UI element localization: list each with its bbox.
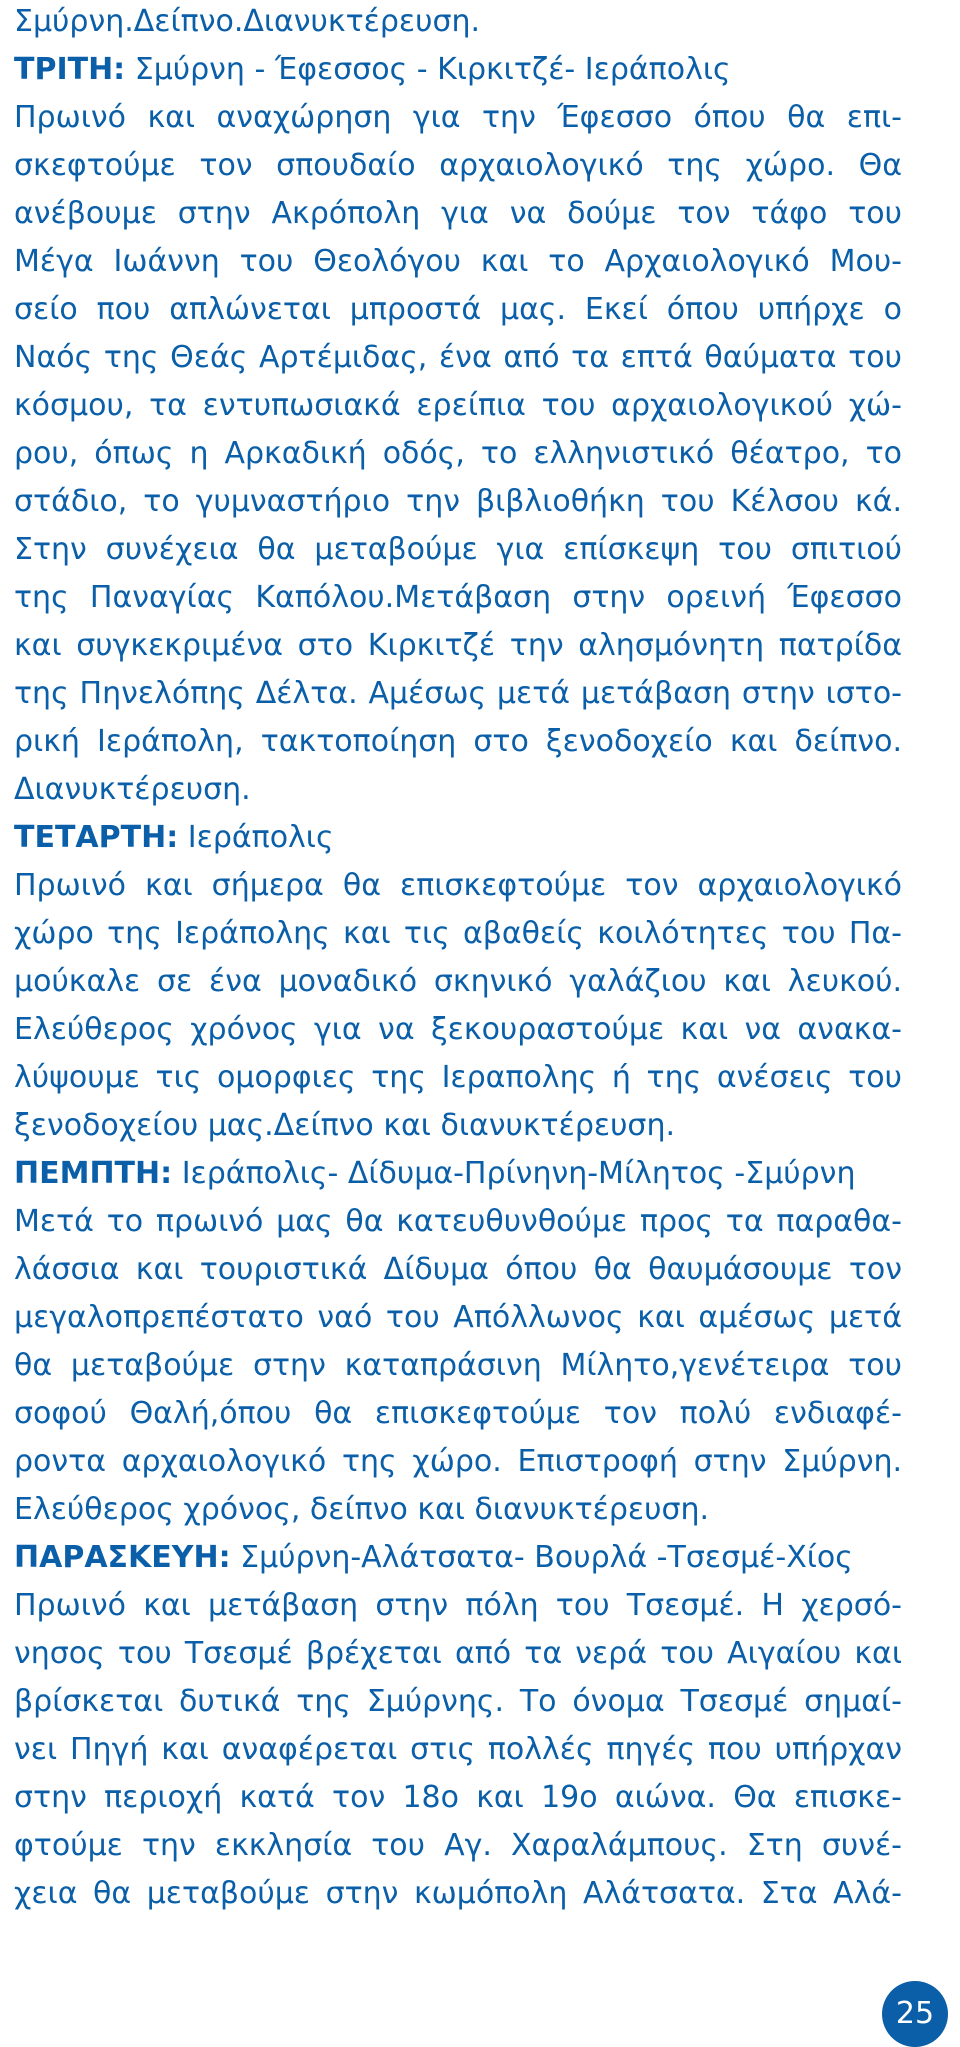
text-line: Ναός της Θεάς Αρτέμιδας, ένα από τα επτά θαύματα του xyxy=(14,340,902,375)
text-line: Σμύρνη.Δείπνο.Διανυκτέρευση. xyxy=(14,4,481,39)
text-line: μεγαλοπρεπέστατο ναό του Απόλλωνος και αμέσως μετά xyxy=(14,1300,902,1335)
day-route: Ιεράπολις xyxy=(187,820,334,855)
text-line: Ελεύθερος χρόνος, δείπνο και διανυκτέρευση. xyxy=(14,1492,710,1527)
text-line: μούκαλε σε ένα μοναδικό σκηνικό γαλάζιου και λευκού. xyxy=(14,964,902,999)
text-line: ροντα αρχαιολογικό της χώρο. Επιστροφή στην Σμύρνη. xyxy=(14,1444,902,1479)
text-line: ρου, όπως η Αρκαδική οδός, το ελληνιστικό θέατρο, το xyxy=(14,436,902,471)
day-heading-thursday xyxy=(14,1150,902,1198)
text-line: στην περιοχή κατά τον 18ο και 19ο αιώνα. Θα επισκε- xyxy=(14,1780,902,1815)
page-number-badge: 25 xyxy=(882,1981,948,2047)
text-line: Πρωινό και αναχώρηση για την Έφεσσο όπου θα επι- xyxy=(14,100,902,135)
day-label: ΠΑΡΑΣΚΕΥΗ: xyxy=(14,1540,231,1575)
text-line: Ελεύθερος χρόνος για να ξεκουραστούμε και να ανακα- xyxy=(14,1012,902,1047)
day-heading-friday xyxy=(14,1534,902,1582)
text-line: Διανυκτέρευση. xyxy=(14,772,251,807)
day-label: ΤΡΙΤΗ: xyxy=(14,52,126,87)
text-line: ρική Ιεράπολη, τακτοποίηση στο ξενοδοχείο και δείπνο. xyxy=(14,724,902,759)
text-line: Στην συνέχεια θα μεταβούμε για επίσκεψη του σπιτιού xyxy=(14,532,902,567)
text-line: θα μεταβούμε στην καταπράσινη Μίλητο,γενέτειρα του xyxy=(14,1348,902,1383)
day-heading-tuesday xyxy=(14,46,902,94)
text-line: κόσμου, τα εντυπωσιακά ερείπια του αρχαιολογικού χώ- xyxy=(14,388,902,423)
text-line: της Παναγίας Καπόλου.Μετάβαση στην ορεινή Έφεσσο xyxy=(14,580,902,615)
day-route: Σμύρνη - Έφεσσος - Κιρκιτζέ- Ιεράπολις xyxy=(134,52,731,87)
text-line: σκεφτούμε τον σπουδαίο αρχαιολογικό της χώρο. Θα xyxy=(14,148,902,183)
day-label: ΠΕΜΠΤΗ: xyxy=(14,1156,173,1191)
day-label: ΤΕΤΑΡΤΗ: xyxy=(14,820,179,855)
day-route: Ιεράπολις- Δίδυμα-Πρίνηνη-Μίλητος -Σμύρνη xyxy=(181,1156,856,1191)
text-line: ξενοδοχείου μας.Δείπνο και διανυκτέρευση. xyxy=(14,1108,675,1143)
day-route: Σμύρνη-Αλάτσατα- Βουρλά -Τσεσμέ-Χίος xyxy=(240,1540,853,1575)
text-line: νει Πηγή και αναφέρεται στις πολλές πηγές που υπήρχαν xyxy=(14,1732,902,1767)
text-line: Μέγα Ιωάννη του Θεολόγου και το Αρχαιολογικό Μου- xyxy=(14,244,902,279)
day-heading-wednesday xyxy=(14,814,902,862)
text-line: σοφού Θαλή,όπου θα επισκεφτούμε τον πολύ ενδιαφέ- xyxy=(14,1396,902,1431)
text-line: σείο που απλώνεται μπροστά μας. Εκεί όπου υπήρχε ο xyxy=(14,292,902,327)
text-line: λύψουμε τις ομορφιες της Ιεραπολης ή της ανέσεις του xyxy=(14,1060,902,1095)
text-line: Μετά το πρωινό μας θα κατευθυνθούμε προς τα παραθα- xyxy=(14,1204,902,1239)
text-line: χώρο της Ιεράπολης και τις αβαθείς κοιλότητες του Πα- xyxy=(14,916,902,951)
text-line: φτούμε την εκκλησία του Αγ. Χαραλάμπους. Στη συνέ- xyxy=(14,1828,902,1863)
text-line: χεια θα μεταβούμε στην κωμόπολη Αλάτσατα. Στα Αλά- xyxy=(14,1876,902,1911)
text-line: Πρωινό και μετάβαση στην πόλη του Τσεσμέ. Η χερσό- xyxy=(14,1588,902,1623)
text-line: της Πηνελόπης Δέλτα. Αμέσως μετά μετάβαση στην ιστο- xyxy=(14,676,902,711)
text-line: Πρωινό και σήμερα θα επισκεφτούμε τον αρχαιολογικό xyxy=(14,868,902,903)
text-line: βρίσκεται δυτικά της Σμύρνης. Το όνομα Τσεσμέ σημαί- xyxy=(14,1684,902,1719)
text-line: στάδιο, το γυμναστήριο την βιβλιοθήκη του Κέλσου κά. xyxy=(14,484,902,519)
text-line: νησος του Τσεσμέ βρέχεται από τα νερά του Αιγαίου και xyxy=(14,1636,902,1671)
text-line: ανέβουμε στην Ακρόπολη για να δούμε τον τάφο του xyxy=(14,196,902,231)
text-line: και συγκεκριμένα στο Κιρκιτζέ την αλησμόνητη πατρίδα xyxy=(14,628,902,663)
text-line: λάσσια και τουριστικά Δίδυμα όπου θα θαυμάσουμε τον xyxy=(14,1252,902,1287)
